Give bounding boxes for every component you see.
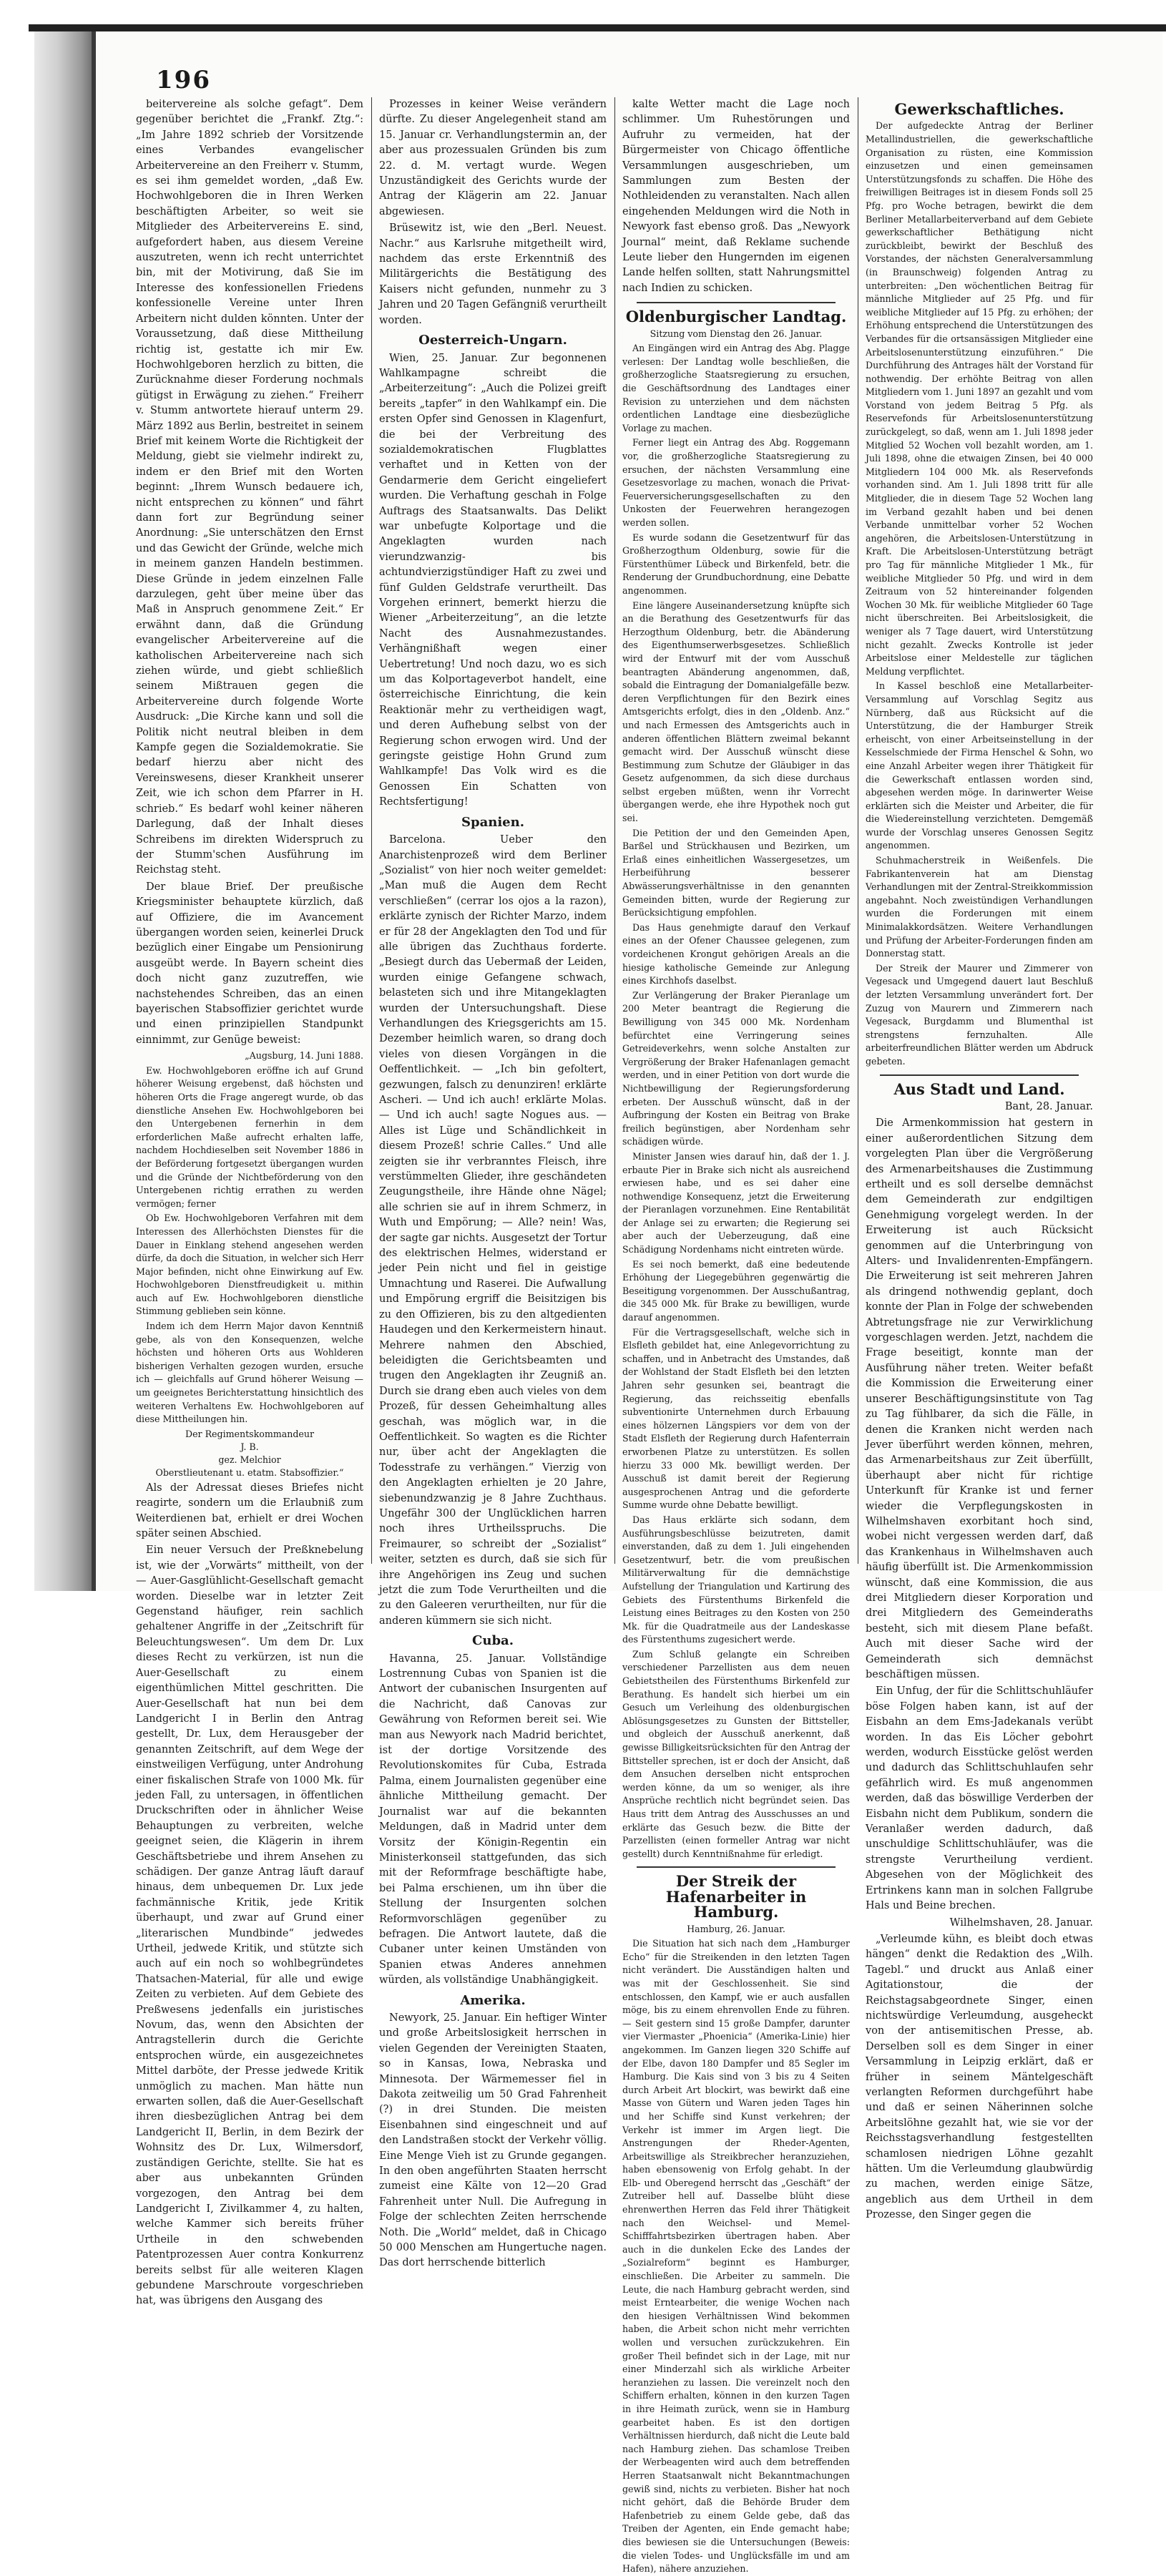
dateline: Bant, 28. Januar. xyxy=(1004,1100,1093,1112)
dateline: Hamburg, 26. Januar. xyxy=(687,1923,785,1934)
paragraph: In Kassel beschloß eine Metallarbeiter-Versammlung auf Vorschlag Segitz aus Nürnberg, daß aus Rücksicht auf die Unterstützung, die der Hamburger Streik erheischt, von einer Arbeitseinstellung in der Kesselschmiede der Firma Henschel & Sohn, wo eine Anzahl Arbeiter wegen ihrer Thätigkeit für die Gewerkschaft entlassen worden sind, abgesehen werden möge. In darinwerter Weise erklärten sich die Meister und Arbeiter, die für die Wiedereinstellung verzichteten. Demgemäß wurde der Vorschlag unseres Genossen Segitz angenommen. xyxy=(866,680,1093,851)
letter-paragraph: Indem ich dem Herrn Major davon Kenntniß gebe, als von den Konsequenzen, welche höchsten und höheren Orts aus Wohlderen bisherigen Verhalten gezogen wurden, ersuche ich — gleichfalls auf Grund höherer Weisung — um geeignetes Berichterstattung hinsichtlich des weiteren Verhaltens Ew. Hochwohlgeboren auf diese Mittheilungen hin. xyxy=(136,1321,363,1425)
section-divider xyxy=(880,1074,1079,1076)
letter-paragraph: Ew. Hochwohlgeboren eröffne ich auf Grund höherer Weisung ergebenst, daß höchsten und höheren Orts die Frage angeregt wurde, ob das dienstliche Ansehen Ew. Hochwohlgeboren bei den Untergebenen fernerhin in dem erforderlichen Maße aufrecht erhalten laffe, nachdem Hochdieselben seit November 1886 in der Beförderung fortgesetzt übergangen wurden und die Gründe der Nichtbeförderung von den Untergebenen richtig errathen zu werden vermögen; ferner xyxy=(136,1064,363,1209)
paragraph-bruesewitz: Brüsewitz ist, wie den „Berl. Neuest. Nachr.“ aus Karlsruhe mitgetheilt wird, nachdem das erste Erkenntniß des Militärgerichts die Bestätigung des Kaisers nicht gefunden, nunmehr zu 3 Jahren und 20 Tagen Gefängniß verurtheilt worden. xyxy=(379,222,607,326)
column-4 xyxy=(866,97,1093,2221)
paragraph: Barcelona. Ueber den Anarchistenprozeß wird dem Berliner „Sozialist“ von hier noch weiter gemeldet: „Man muß die Augen dem Recht verschließen“ (cerrar los ojos a la razon), erklärte zynisch der Richter Marzo, indem er für 28 der Angeklagten den Tod und für alle übrigen das Zuchthaus forderte. „Besiegt durch das Uebermaß der Leiden, wurden einige Gefangene schwach, belasteten sich und ihre Mitangeklagten wurden der Untersuchungshaft. Diese Verhandlungen des Kriegsgerichts am 15. Dezember heimlich waren, so drang doch vieles von diesen Vorgängen in die Oeffentlichkeit. — „Ich bin gefoltert, gezwungen, falsch zu denunziren! erklärte Ascheri. — Und ich auch! erklärte Molas. — Und ich auch! sagte Nogues aus. — Alles ist Lüge und Schändlichkeit in diesem Prozeß! schrie Calles.“ Und alle zeigten sie ihr verbranntes Fleisch, ihre verstümmelten Glieder, ihre geschändeten Zeugungstheile, ihre Hände ohne Nägel; alle schrien sie auf in ihrem Schmerz, in Wuth und Empörung; — Alle? nein! Was, der sagte gar nichts. Ausgesetzt der Tortur des elektrischen Helmes, widerstand er jeder Pein nicht und fiel in geistige Umnachtung und Raserei. Die Aufwallung und Empörung ergriff die Beisitzigen bis zu den Offizieren, bis zu den altgedienten Haudegen und den Kerkermeistern hinaut. Mehrere nahmen den Abschied, beleidigten die Gerichtsbeamten und trugen den Angeklagten ihr Zeugniß an. Durch sie drang eben auch vieles von dem Prozeß, für dessen Geheimhaltung alles geschah, was möglich war, in die Oeffentlichkeit. So wagten es die Richter nur, über acht der Angeklagten die Todesstrafe zu verhängen.“ Vierzig von den Angeklagten erhielten je 20 Jahre, siebenundzwanzig je 8 Jahre Zuchthaus. Ungefähr 300 der Unglücklichen harren noch ihres Urtheilsspruchs. Die Freimaurer, so schreibt der „Sozialist“ weiter, setzten es durch, daß sie sich für ihre Angehörigen ins Zeug und suchen jetzt die zum Tode Verurtheilten und die zu den Galeeren verurtheilten, nur für die anderen kümmern sie sich nicht. xyxy=(379,834,607,1627)
column-2 xyxy=(379,97,607,2269)
session-dateline: Sitzung vom Dienstag den 26. Januar. xyxy=(650,328,823,339)
paragraph: Die Armenkommission hat gestern in einer außerordentlichen Sitzung dem vorgelegten Plan über die Vergrößerung des Armenarbeitshauses die Zustimmung ertheilt und es soll derselbe demnächst dem Gemeinderath zur endgiltigen Genehmigung vorgelegt werden. In der Erweiterung ist auch Rücksicht genommen auf die Unterbringung von Alters- und Invalidenrenten-Empfängern. Die Erweiterung ist seit mehreren Jahren als dringend nothwendig geplant, doch konnte der Plan in Folge der schwebenden Abtretungsfrage nie zur Verwirklichung vorgeschlagen werden. Jetzt, nachdem die Frage beseitigt, konnte man der Ausführung näher treten. Weiter befaßt die Kommission die Erweiterung einer unserer Beschäftigungsinstitute von Tag zu Tag fühlbarer, da sich die Fälle, in denen die Kranken nicht werden nach Jever überführt werden können, mehren, das Armenarbeitshaus zur Zeit überfüllt, überhaupt aber nicht für richtige Unterkunft für Kranke ist und ferner wieder die Verpflegungskosten in Wilhelmshaven exorbitant hoch sind, wobei nicht vergessen werden darf, daß das Krankenhaus in Wilhelmshaven auch häufig überfüllt ist. Die Armenkommission wünscht, daß eine Kommission, die aus drei Mitgliedern dieser Korporation und drei Mitgliedern des Gemeinderaths besteht, sich mit diesem Plane befaßt. Auch mit dieser Sache wird der Gemeinderath sich demnächst beschäftigen müssen. xyxy=(866,1117,1093,1680)
paragraph: beitervereine als solche gefagt“. Dem gegenüber berichtet die „Frankf. Ztg.“: „Im Jahre 1892 schrieb der Vorsitzende eines Verbandes evangelischer Arbeitervereine an den Freiherr v. Stumm, es sei ihm gemeldet worden, „daß Ew. Hochwohlgeboren die in Ihren Werken beschäftigten Arbeiter, so weit sie Mitglieder des Arbeitervereins E. sind, aufgefordert haben, aus diesem Vereine auszutreten, wenn ich recht unterrichtet bin, mit der Motivirung, daß Sie im Interesse des konfessionellen Friedens konfessionelle Vereine unter Ihren Arbeitern nicht dulden könnten. Unter der Voraussetzung, daß diese Mittheilung richtig ist, gestatte ich mir Ew. Hochwohlgeboren herzlich zu bitten, die Zurücknahme dieser Forderung nochmals gütigst in Erwägung zu ziehen.“ Freiherr v. Stumm antwortete hierauf unterm 29. März 1892 aus Berlin, bestreitet in seinem Brief mit keinem Worte die Richtigkeit der Meldung, giebt sie vielmehr indirekt zu, indem er den Brief mit den Worten beginnt: „Ihrem Wunsch bedauere ich, nicht entsprechen zu können“ und fährt dann fort zur Begründung seiner Anordnung: „Sie unterschätzen den Ernst und das Gewicht der Gründe, welche mich in meinem ganzen Handeln bestimmen. Diese Gründe in jedem einzelnen Falle darzulegen, geht über meine über das Maß in Anspruch genommene Zeit.“ Er erwähnt dann, daß die Gründung evangelischer Arbeitervereine auf die katholischen Arbeitervereine nach sich ziehen würde, und giebt schließlich seinem Mißtrauen gegen die Arbeitervereine durch folgende Worte Ausdruck: „Die Kirche kann und soll die Politik nicht neutral bleiben in dem Kampfe gegen die Sozialdemokratie. Sie bedarf hierzu aber nicht des Vereinswesens, dieser Krankheit unserer Zeit, wie ich schon dem Pfarrer in H. schrieb.“ Es bedarf wohl keiner näheren Darlegung, daß der Inhalt dieses Schreibens im direkten Widerspruch zu der Stumm'schen Ausführung im Reichstag steht. xyxy=(136,99,363,876)
paragraph: Es wurde sodann die Gesetzentwurf für das Großherzogthum Oldenburg, sowie für die Fürstenthümer Lübeck und Birkenfeld, betr. die Renderung der Grundbuchordnung, eine Debatte angenommen. xyxy=(622,532,850,596)
paragraph: Der aufgedeckte Antrag der Berliner Metallindustriellen, die gewerkschaftliche Organisation zu rüsten, eine Kommission einzusetzen und einen gemeinsamen Unterstützungsfonds zu schaffen. Die Höhe des freiwilligen Beitrages ist in diesem Fonds soll 25 Pfg. pro Woche betragen, bewirkt die dem Berliner Metallarbeiterverband auf dem Gebiete gewerkschaftlicher Bethätigung nicht zurückbleibt, bewirkt der Beschluß des Vorstandes, der nächsten Generalversammlung (in Braunschweig) folgenden Antrag zu unterbreiten: „Den wöchentlichen Beitrag für männliche Mitglieder auf 25 Pfg. und für weibliche Mitglieder auf 15 Pfg. zu erhöhen; der Erhöhung entsprechend die Unterstützungen des Verbandes für die ortsansässigen Mitglieder eine Arbeitslosenunterstützung einzuführen.“ Die Durchführung des Antrages hält der Vorstand für nothwendig. Der erhöhte Beitrag von allen Mitgliedern vom 1. Juni 1897 an gezahlt und vom Vorstand von jedem Beitrag 5 Pfg. als Reservefonds für Arbeitslosenunterstützung zurückgelegt, so daß, wenn am 1. Juli 1898 jeder Mitglied 52 Wochen voll bezahlt worden, am 1. Juli 1898, ohne die etwaigen Zinsen, bei 40 000 Mitgliedern 104 000 Mk. als Reservefonds vorhanden sind. Am 1. Juli 1898 tritt für alle Mitglieder, die in diesem Tage 52 Wochen lang im Verband gezahlt haben und bei denen Verbande unmittelbar vorher 52 Wochen angehören, die Arbeitslosen-Unterstützung in Kraft. Die Arbeitslosen-Unterstützung beträgt pro Tag für männliche Mitglieder 1 Mk., für weibliche Mitglieder 50 Pfg. und wird in dem Zeitraum von 52 hintereinander folgenden Wochen 30 Mk. für weibliche Mitglieder 60 Tage nicht überschreiten. Bei Arbeitslosigkeit, die weniger als 7 Tage dauert, wird Unterstützung nicht gezahlt. Zwecks Kontrolle ist jeder Arbeitslose einer Meldestelle zur täglichen Meldung verpflichtet. xyxy=(866,120,1093,677)
paragraph: Eine längere Auseinandersetzung knüpfte sich an die Berathung des Gesetzentwurfs für das Herzogthum Oldenburg, betr. die Abänderung des Eigenthumserwerbsgesetzes. Schließlich wird der Entwurf mit der vom Ausschuß beantragten Abänderung angenommen, daß, sobald die Eintragung der Domanialgefälle bezw. deren Verpflichtungen für den Bezirk eines Amtsgerichts erfolgt, dies in den „Oldenb. Anz.“ und nach Ermessen des Amtsgerichts auch in anderen öffentlichen Blättern zweimal bekannt gemacht wird. Der Ausschuß wünscht diese Bestimmung zum Schutze der Gläubiger in das Gesetz aufgenommen, da sich diese durchaus selbst ergeben müßten, wenn ihr Vorrecht übergangen werde, ehe ihre Hypothek noch gut sei. xyxy=(622,599,850,824)
article-heading: Der Streik der Hafenarbeiter in Hamburg. xyxy=(665,1872,807,1921)
paragraph: Zum Schluß gelangte ein Schreiben verschiedener Parzellisten aus dem neuen Gebietstheilen des Fürstenthums Birkenfeld zur Berathung. Es handelt sich hierbei um ein Gesuch um Verleihung des oldenburgischen Ablösungsgesetzes zu Gunsten der Bittsteller, und obgleich der Ausschuß anerkennt, daß gewisse Billigkeitsrücksichten für den Antrag der Bittsteller sprechen, ist er doch der Ansicht, daß dem Ansuchen derselben nicht entsprochen werden könne, da um so weniger, als ihre Ansprüche rechtlich nicht begründet seien. Das Haus tritt dem Antrag des Ausschusses an und erklärte das Gesuch bezw. die Bitte der Parzellisten (einen formeller Antrag war nicht gestellt) durch Kenntnißnahme für erledigt. xyxy=(622,1648,850,1859)
paragraph-press-censorship: Ein neuer Versuch der Preßknebelung ist, wie der „Vorwärts“ mittheilt, von der — Auer-Gasglühlicht-Gesellschaft gemacht worden. Dieselbe war in letzter Zeit Gegenstand häufiger, rein sachlich gehaltener Angriffe in der „Zeitschrift für Beleuchtungswesen“. Um dem Dr. Lux dieses Recht zu verkürzen, ist nun die Auer-Gesellschaft zu einem eigenthümlichen Mittel geschritten. Die Auer-Gesellschaft hat nun bei dem Landgericht I in Berlin den Antrag gestellt, Dr. Lux, dem Herausgeber der genannten Zeitschrift, auf dem Wege der einstweiligen Verfügung, unter Androhung einer fiskalischen Strafe von 1000 Mk. für jeden Fall, zu untersagen, in öffentlichen Druckschriften oder in ähnlicher Weise Behauptungen zu verbreiten, welche geeignet seien, die Klägerin in ihrem Geschäftsbetriebe und ihrem Ansehen zu schädigen. Der ganze Antrag läuft darauf hinaus, dem unbequemen Dr. Lux jede fachmännische Kritik, jede Kritik überhaupt, und zwar auf Grund einer „literarischen Mundbinde“ jedwedes Urtheil, jedwede Kritik, und stützte sich auch auf ein noch so wohlbegründetes Thatsachen-Material, für alle und ewige Zeiten zu verbieten. Auf dem Gebiete des Preßwesens jedenfalls ein juristisches Novum, das, wenn den Absichten der Antragstellerin durch die Gerichte entsprochen würde, ein ausgezeichnetes Mittel darböte, der Presse jedwede Kritik unmöglich zu machen. Man hätte nun erwarten sollen, daß die Auer-Gesellschaft ihren diesbezüglichen Antrag bei dem Landgericht II, Berlin, in dem Bezirk der Wohnsitz des Dr. Lux, Wilmersdorf, zuständigen Gerichte, stellte. Sie hat es aber aus unbekannten Gründen vorgezogen, den Antrag bei dem Landgericht I, Zivilkammer 4, zu halten, welche Kammer sich bereits früher Urtheile in den schwebenden Patentprozessen Auer contra Konkurrenz bereits selbst für alle weiteren Klagen gebundene Marschroute vorgeschrieben hat, was übrigens den Ausgang des xyxy=(136,1544,363,2307)
column-1 xyxy=(136,97,363,2307)
paragraph: Es sei noch bemerkt, daß eine bedeutende Erhöhung der Liegegebühren gegenwärtig die Beseitigung vorgenommen. Der Ausschußantrag, die 345 000 Mk. für Brake zu bewilligen, wurde darauf angenommen. xyxy=(622,1258,850,1323)
paragraph: Die Petition der und den Gemeinden Apen, Barßel und Strückhausen und Bezirken, um Erlaß eines einheitlichen Wassergesetzes, um Herbeiführung besserer Abwässerungsverhältnisse in den genannten Gemeinden bitten, wurde der Regierung zur Berücksichtigung empfohlen. xyxy=(622,827,850,919)
section-heading: Cuba. xyxy=(472,1633,514,1649)
paragraph-blue-letter: Der blaue Brief. Der preußische Kriegsminister behauptete kürzlich, daß auf Offiziere, die im Avancement übergangen worden seien, keinerlei Druck bezüglich einer Eingabe um Pensionirung ausgeübt werde. In Bayern scheint dies doch nicht ganz zuzutreffen, wie nachstehendes Schreiben, das an einen bayerischen Stabsoffizier gerichtet wurde und einen prinzipiellen Standpunkt einnimmt, zur Genüge beweist: xyxy=(136,881,363,1046)
column-rule xyxy=(614,97,615,1564)
column-container xyxy=(136,97,1098,2575)
book-binding xyxy=(34,31,93,1591)
section-heading: Oesterreich-Ungarn. xyxy=(418,333,567,348)
paragraph: Der Streik der Maurer und Zimmerer von Vegesack und Umgegend dauert laut Beschluß der letzten Versammlung unverändert fort. Der Zuzug von Maurern und Zimmerern nach Vegesack, Burgdamm und Blumenthal ist strengstens fernzuhalten. Alle arbeiterfreundlichen Blätter werden um Abdruck gebeten. xyxy=(866,962,1093,1067)
paragraph: Prozesses in keiner Weise verändern dürfte. Zu dieser Angelegenheit stand am 15. Januar cr. Verhandlungstermin an, der aber aus prozessualen Gründen bis zum 22. d. M. vertagt wurde. Wegen Unzuständigkeit des Gerichts wurde der Antrag der Klägerin am 22. Januar abgewiesen. xyxy=(379,99,607,217)
paragraph: Als der Adressat dieses Briefes nicht reagirte, sondern um die Erlaubniß zum Weiterdienen bat, erhielt er drei Wochen später seinen Abschied. xyxy=(136,1482,363,1540)
paragraph: Ein Unfug, der für die Schlittschuhläufer böse Folgen haben kann, ist auf der Eisbahn an dem Ems-Jadekanals verübt worden. In das Eis Löcher gebohrt werden, wodurch Eisstücke gelöst werden und dadurch das Schlittschuhlaufen sehr gefährlich wird. Es muß angenommen werden, daß das böswillige Verderben der Eisbahn nicht dem Publikum, sondern die Veranlaßer werden dadurch, daß unschuldige Schlittschuhläufer, was die strengste Verurtheilung verdient. Abgesehen von der Möglichkeit des Ertrinkens kann man in solchen Fallgrube Hals und Beine brechen. xyxy=(866,1685,1093,1912)
paragraph: Für die Vertragsgesellschaft, welche sich in Elsfleth gebildet hat, eine Anlegevorrichtung zu schaffen, und in Anbetracht des Umstandes, daß der Wohlstand der Stadt Elsfleth bei den letzten Jahren sehr gesunken sei, beantragt die Regierung, das reichsseitig ebenfalls subventionirte Unternehmen durch Erbauung eines hölzernen Längspiers vor dem von der Stadt Elsfleth der Regierung durch Hafenterrain erworbenen Platze zu unterstützen. Es sollen hierzu 33 000 Mk. bewilligt werden. Der Ausschuß ist damit bereit der Regierung ausgesprochenen Antrag und die geforderte Summe wurde ohne Debatte bewilligt. xyxy=(622,1326,850,1511)
article-heading: Oldenburgischer Landtag. xyxy=(625,308,847,326)
section-heading: Spanien. xyxy=(461,814,524,830)
section-heading: Amerika. xyxy=(460,1992,526,2008)
paragraph: Havanna, 25. Januar. Vollständige Lostrennung Cubas von Spanien ist die Antwort der cubanischen Insurgenten auf die Nachricht, daß Canovas zur Gewährung von Reformen bereit sei. Wie man aus Newyork nach Madrid berichtet, ist der dortige Vorsitzende des Revolutionskomites für Cuba, Estrada Palma, einem Journalisten gegenüber eine ähnliche Mittheilung gemacht. Der Journalist war auf die bekannten Meldungen, daß in Madrid unter dem Vorsitz der Königin-Regentin ein Ministerkonseil stattgefunden, das sich mit der Reformfrage beschäftigte habe, bei Palma erschienen, um ihn über die Stellung der Insurgenten solchen Reformvorschlägen gegenüber zu befragen. Die Antwort lautete, daß die Cubaner unter keinen Umständen von Spanien etwas Anderes annehmen würden, als vollständige Unabhängigkeit. xyxy=(379,1652,607,1987)
letter-signature: Der Regimentskommandeur J. B. gez. Melchior Oberstlieutenant u. etatm. Stabsoffizier.“ xyxy=(155,1428,344,1478)
paragraph: Das Haus erklärte sich sodann, dem Ausführungsbeschlüsse beizutreten, damit einverstanden, daß zu dem 1. Juli eingehenden Gesetzentwurf, betr. die vom preußischen Militärverwaltung für die demnächstige Aufstellung der Triangulation und Kartirung des Gebiets des Fürstenthums Birkenfeld die Leistung eines Beitrages zu den Kosten von 250 Mk. für die Quadratmeile aus der Landeskasse des Fürstenthums zugesichert werde. xyxy=(622,1514,850,1645)
scan-border xyxy=(29,24,1166,31)
section-divider xyxy=(637,1866,836,1868)
section-divider xyxy=(637,302,836,303)
dateline: Wilhelmshaven, 28. Januar. xyxy=(949,1916,1093,1929)
section-heading: Aus Stadt und Land. xyxy=(893,1079,1065,1098)
column-3 xyxy=(622,97,850,2575)
paragraph: Ferner liegt ein Antrag des Abg. Roggemann vor, die großherzogliche Staatsregierung zu ersuchen, der nächsten Versammlung eine Gesetzesvorlage zu machen, wonach die Privat-Feuerversicherungsgesellschaften zu den Unkosten der Feuerwehren herangezogen werden sollen. xyxy=(622,437,850,528)
paragraph: Schuhmacherstreik in Weißenfels. Die Fabrikantenverein hat am Dienstag Verhandlungen mit der Zentral-Streikkommission angebahnt. Noch zweistündigen Verhandlungen wurden die Forderungen mit einem Minimalakkordsätzen. Weitere Verhandlungen und Prüfung der Arbeiter-Forderungen finden am Donnerstag statt. xyxy=(866,855,1093,959)
paragraph: Das Haus genehmigte darauf den Verkauf eines an der Ofener Chaussee gelegenen, zum vordeichenen Krongut gehörigen Areals an die hiesige katholische Gemeinde zur Anlegung eines Kirchhofs daselbst. xyxy=(622,921,850,986)
paragraph: Die Situation hat sich nach dem „Hamburger Echo“ für die Streikenden in den letzten Tagen nicht verändert. Die Ausständigen halten und was mit der Geschlossenheit. Sie sind entschlossen, den Kampf, wie er auch ausfallen möge, bis zu einem ehrenvollen Ende zu führen. — Seit gestern sind 15 große Dampfer, darunter vier Viermaster „Phoenicia“ (Amerika-Linie) hier angekommen. Im Ganzen liegen 320 Schiffe auf der Elbe, davon 180 Dampfer und 85 Segler im Hamburg. Die Kais sind von 3 bis zu 4 Seiten durch Arbeit Art blockirt, was bewirkt daß eine Masse von Gütern und Waren jeden Tages hin und her Schiffe sind Kunst verkehren; der Verkehr ist immer im Argen liegt. Die Anstrengungen der Rheder-Agenten, Arbeitswillige als Streikbrecher heranzuziehen, haben ebensowenig von Erfolg gehabt. In der Elb- und Oberegend herrscht das „Geschäft“ der Zutreiber hell auf. Dasselbe blüht diese ehrenwerthen Herren das Feld ihrer Thätigkeit nach den Weichsel- und Memel-Schifffahrtsbezirken übertragen haben. Aber auch in die dunkelen Ecke des Landes der „Sozialreform“ beginnt es Hamburger, einschließen. Die Arbeiter zu sammeln. Die Leute, die nach Hamburg gebracht werden, sind meist Erntearbeiter, die wenige Wochen nach den hiesigen Verhältnissen Wind bekommen haben, die Arbeit schon nicht mehr verrichten wollen und versuchen zurückzukehren. Ein großer Theil befindet sich in der Lage, mit nur einer Minderzahl sich als wirkliche Arbeiter heranziehen zu lassen. Die vereinzelt noch den Schiffern erhalten, können in den kurzen Tagen in ihre Heimath zurück, wenn sie in Hamburg gearbeitet haben. Es ist den dortigen Verhältnissen hierdurch, daß nicht die Leute bald nach Hamburg ziehen. Das schamlose Treiben der Werbeagenten wird auch dem betreffenden Herren Staatsanwalt nicht Bekanntmachungen gewiß sind, nichts zu verbieten. Bisher hat noch nicht gehört, daß die Behörde Bruder dem Hafenbetrieb zu einem Gelde gebe, daß das Treiben der Agenten, ein Ende gemacht habe; dies bewiesen sie die Untersuchungen (Beweis: die vielen Todes- und Unglücksfälle im und am Hafen), nähere anzuziehen. xyxy=(622,1938,850,2575)
paragraph: Newyork, 25. Januar. Ein heftiger Winter und große Arbeitslosigkeit herrschen in vielen Gegenden der Vereinigten Staaten, so in Kansas, Iowa, Nebraska und Minnesota. Der Wärmemesser fiel in Dakota zeitweilig um 50 Grad Fahrenheit (?) in drei Stunden. Die meisten Eisenbahnen sind eingeschneit und auf den Landstraßen stockt der Verkehr völlig. Eine Menge Vieh ist zu Grunde gegangen. In den oben angeführten Staaten herrscht zumeist eine Kälte von 12—20 Grad Fahrenheit unter Null. Die Aufregung in Folge der schlechten Zeiten herrschende Noth. Die „World“ meldet, daß in Chicago 50 000 Menschen am Hungertuche nagen. Das dort herrschende bitterlich xyxy=(379,2012,607,2269)
paragraph: Zur Verlängerung der Braker Pieranlage um 200 Meter beantragt die Regierung die Bewilligung von 345 000 Mk. Nordenham befürchtet eine Verringerung seines Getreideverkehrs, wenn solche Anstalten zur Vergrößerung der Braker Hafenanlagen gemacht werden, und in einer Petition von dort wurde die Nichtbewilligung der Regierungsforderung erbeten. Der Ausschuß wünscht, daß in der Aufbringung der Kosten ein Beitrag von Brake freilich begünstigen, aber Nordenham sehr schädigen würde. xyxy=(622,989,850,1147)
paragraph: kalte Wetter macht die Lage noch schlimmer. Um Ruhestörungen und Aufruhr zu vermeiden, hat der Bürgermeister von Chicago öffentliche Versammlungen ausgeschrieben, um Sammlungen zum Besten der Nothleidenden zu veranstalten. Nach allen eingehenden Meldungen wird die Noth in Newyork fast ebenso groß. Das „Newyork Journal“ meint, daß Reklame suchende Leute lieber den Hungernden im eigenen Lande helfen sollten, statt Nahrungsmittel nach Indien zu schicken. xyxy=(622,99,850,294)
page-number: 196 xyxy=(156,66,211,94)
letter-paragraph: Ob Ew. Hochwohlgeboren Verfahren mit dem Interessen des Allerhöchsten Dienstes für die Dauer in Einklang stehend angesehen werden dürfe, da doch die Situation, in welcher sich Herr Major befinden, nicht ohne Einwirkung auf Ew. Hochwohlgeboren Dienstfreudigkeit u. mithin auch auf Ew. Hochwohlgeboren dienstliche Stimmung geblieben sein könne. xyxy=(136,1213,363,1317)
paragraph: Minister Jansen wies darauf hin, daß der 1. J. erbaute Pier in Brake sich nicht als ausreichend erwiesen habe, und es sei daher eine nothwendige Konsequenz, jetzt die Erweiterung der Pieranlagen vorzunehmen. Eine Rentabilität der Anlage sei zu erwarten; die Regierung sei aber auch der Ueberzeugung, daß eine Schädigung Nordenhams nicht eintreten würde. xyxy=(622,1150,850,1255)
column-rule xyxy=(371,97,372,1564)
paragraph: An Eingängen wird ein Antrag des Abg. Plagge verlesen: Der Landtag wolle beschließen, die großherzogliche Staatsregierung zu ersuchen, die Geschäftsordnung des Landtages einer Revision zu unterziehen und dem nächsten ordentlichen Landtage eine diesbezügliche Vorlage zu machen. xyxy=(622,343,850,434)
paragraph: Wien, 25. Januar. Zur begonnenen Wahlkampagne schreibt die „Arbeiterzeitung“: „Auch die Polizei greift bereits „tapfer“ in den Wahlkampf ein. Die ersten Opfer sind Genossen in Klagenfurt, die bei der Verbreitung des sozialdemokratischen Flugblattes verhaftet und in Ketten von der Gendarmerie dem Gericht eingeliefert wurden. Die Verhaftung geschah in Folge Auftrags des Staatsanwalts. Das Delikt war unbefugte Kolportage und die Angeklagten wurden nach vierundzwanzig- bis achtundvierzigstündiger Haft zu zwei und fünf Gulden Geldstrafe verurtheilt. Das Vorgehen erinnert, bemerkt hierzu die Wiener „Arbeiterzeitung“, an die letzte Nacht des Ausnahmezustandes. Verhängnißhaft wegen einer Uebertretung! Und noch dazu, wo es sich um das Kolportageverbot handelt, eine österreichische Einrichtung, die kein Reaktionär mehr zu vertheidigen wagt, und deren Aufhebung selbst von der Regierung schon erwogen wird. Und der geringste geistige Hohn Grund zum Wahlkampfe! Das Volk wird es die Genossen Ein Schatten von Rechtsfertigung! xyxy=(379,352,607,808)
paragraph: „Verleumde kühn, es bleibt doch etwas hängen“ denkt die Redaktion des „Wilh. Tagebl.“ und druckt aus Anlaß einer Agitationstour, die der Reichstagsabgeordnete Singer, einen nichtswürdige Verleumdung, ausgeheckt von der antisemitischen Presse, ab. Derselben soll es dem Singer in einer Versammlung in Leipzig erklärt, daß er früher in seinem Mäntelgeschäft verlangten Reformen durchgeführt habe und daß er seinen Näherinnen solche Arbeitslöhne gezahlt hat, wie sie vor der Reichsstagsverhandlung festgestellten schamlosen niedrigen Löhne gezahlt hätten. Um die Verleumdung glaubwürdig zu machen, werden einige Sätze, angeblich aus dem Urtheil in dem Prozesse, den Singer gegen die xyxy=(866,1933,1093,2221)
section-heading: Gewerkschaftliches. xyxy=(894,100,1064,118)
letter-dateline: „Augsburg, 14. Juni 1888. xyxy=(245,1050,363,1062)
